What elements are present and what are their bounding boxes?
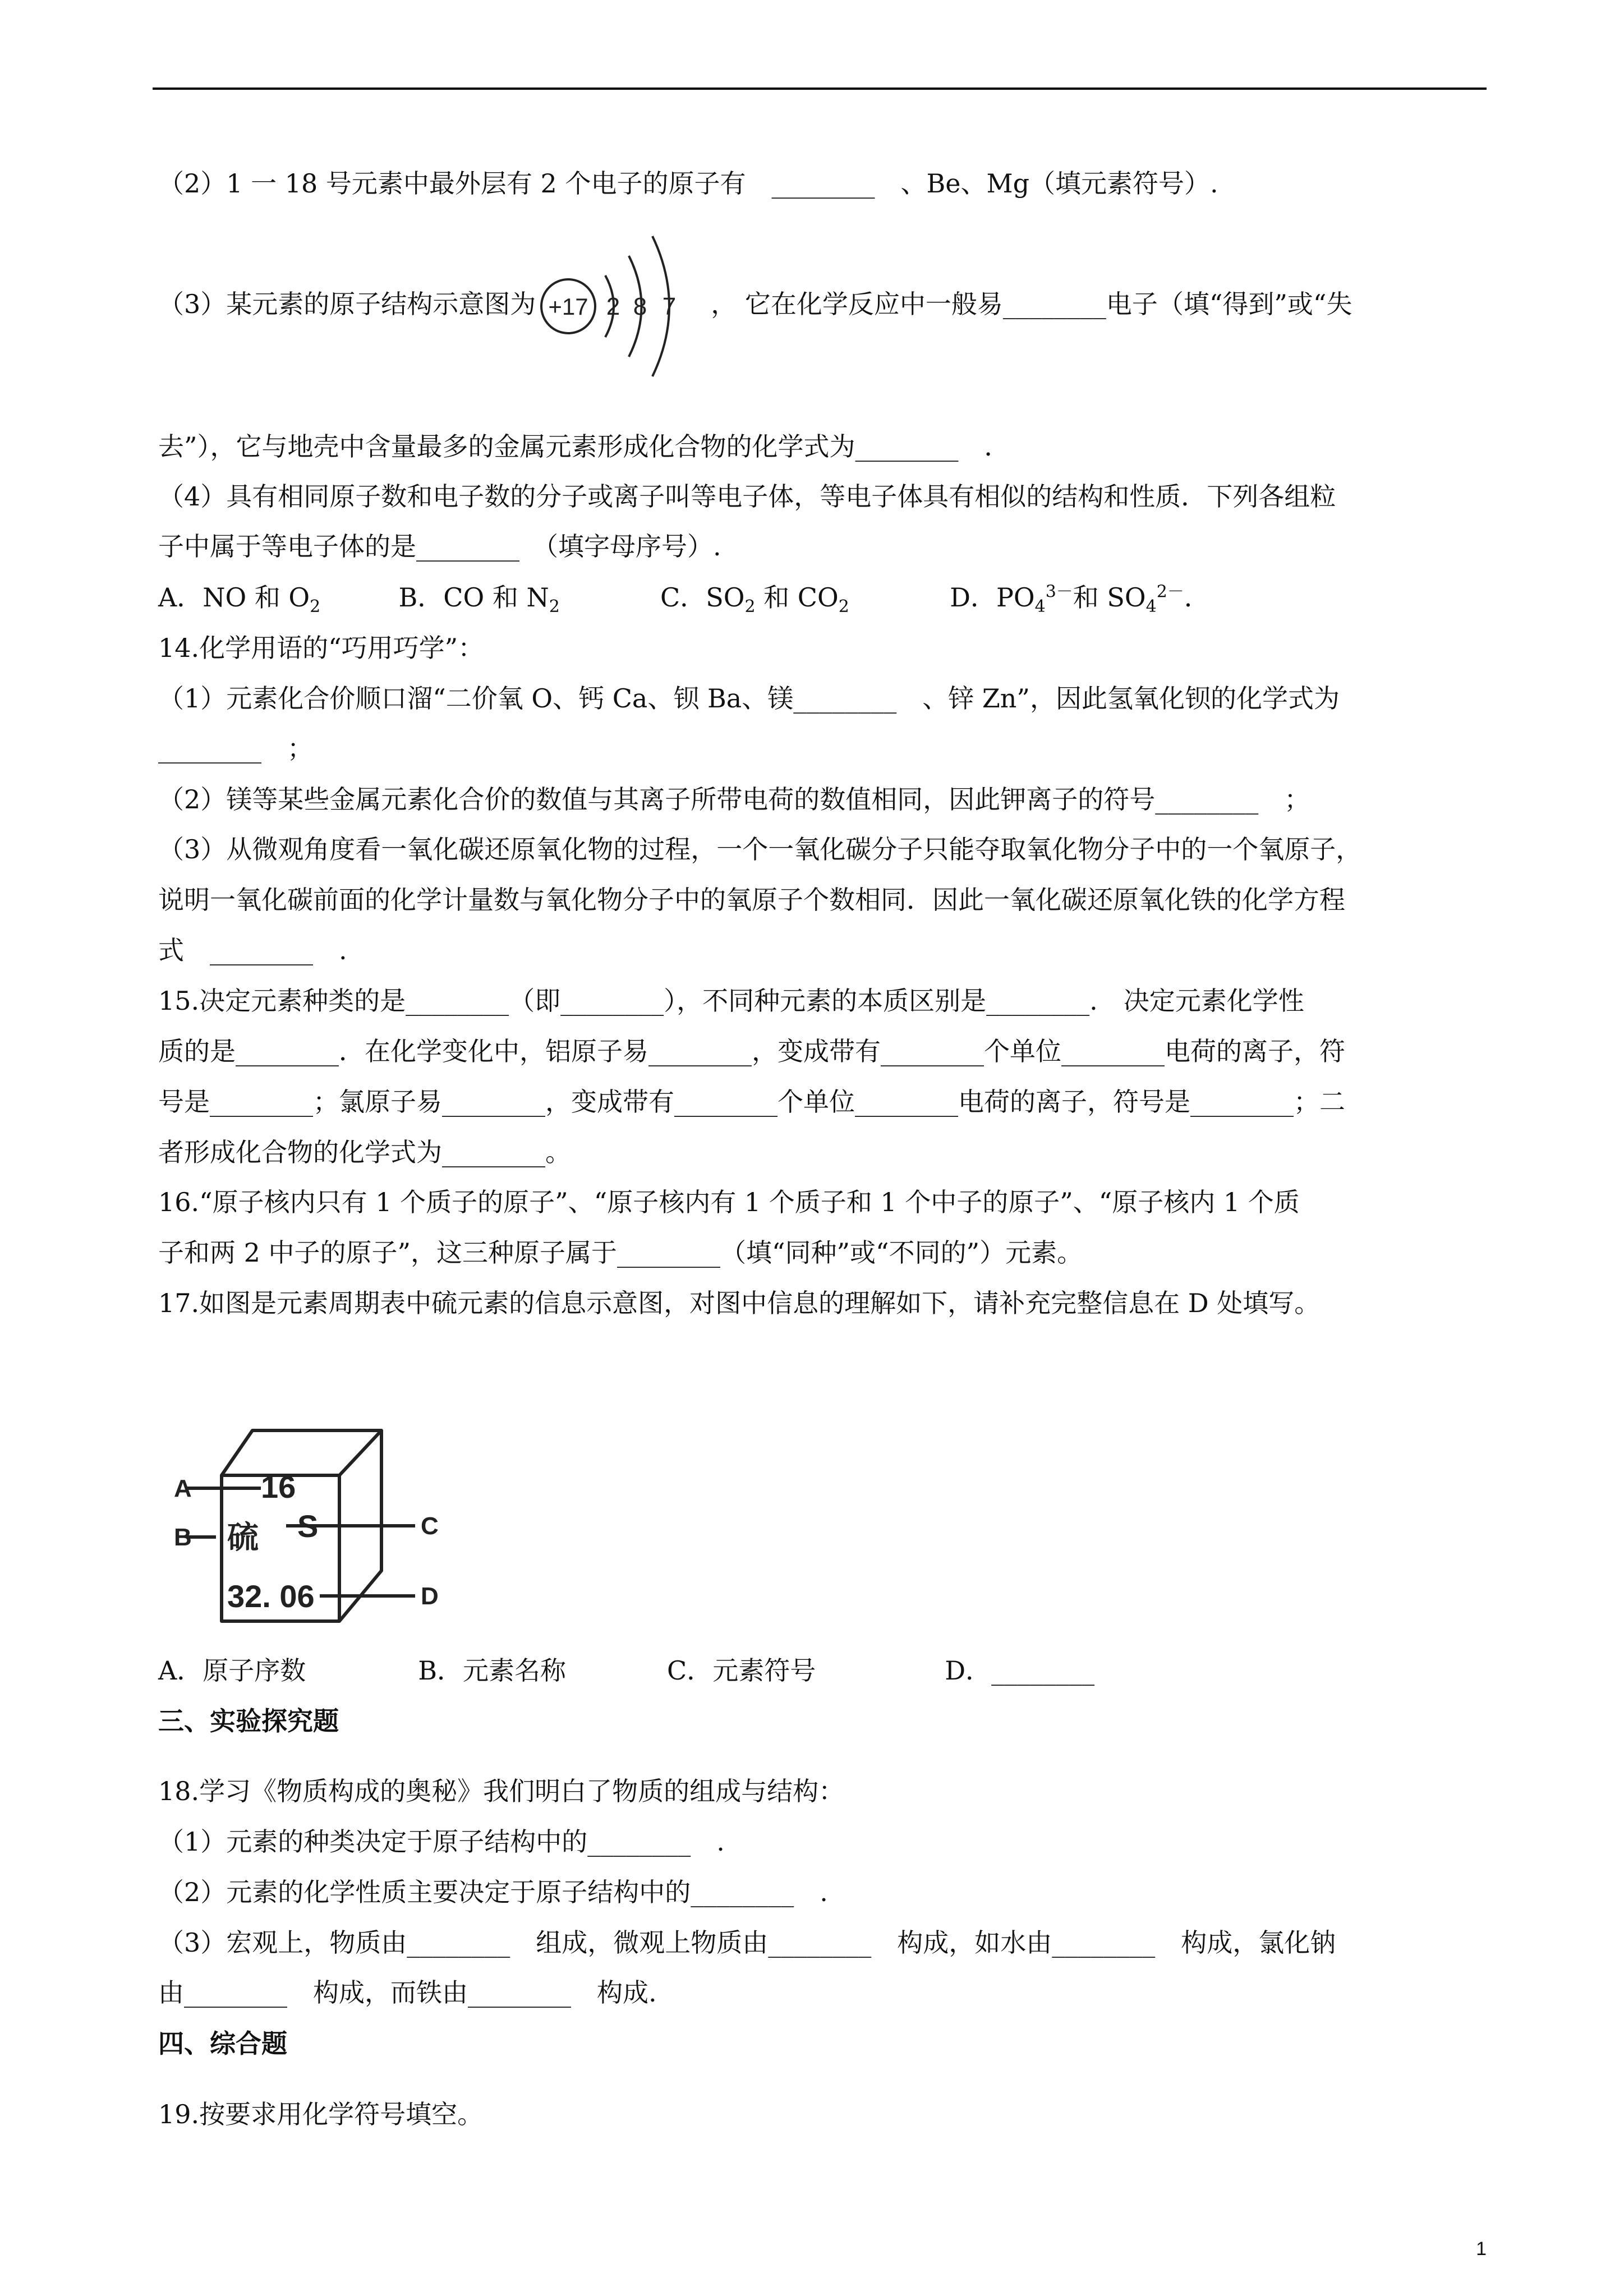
q13-part3-text-a: （3）某元素的原子结构示意图为 <box>158 289 536 319</box>
label-d: D <box>421 1582 439 1610</box>
header-rule <box>153 88 1487 90</box>
q17-title: 17.如图是元素周期表中硫元素的信息示意图，对图中信息的理解如下，请补充完整信息在 D 处填写。 <box>158 1288 1321 1318</box>
q18-part2: （2）元素的化学性质主要决定于原子结构中的________ . <box>158 1877 828 1907</box>
q17-option-c: C．元素符号 <box>667 1655 816 1686</box>
q14-part3-line3: 式 ________ . <box>158 935 347 965</box>
q13-part4-line1: （4）具有相同原子数和电子数的分子或离子叫等电子体，等电子体具有相似的结构和性质．下列各组粒 <box>158 481 1336 512</box>
element-name: 硫 <box>227 1520 259 1556</box>
q15-line1: 15.决定元素种类的是________（即________），不同种元素的本质区别是________. 决定元素化学性 <box>158 986 1304 1016</box>
page-number: 1 <box>1476 2238 1487 2260</box>
sulfur-element-card <box>168 1425 460 1627</box>
q18-title: 18.学习《物质构成的奥秘》我们明白了物质的组成与结构： <box>158 1776 845 1806</box>
q13-part3-line1 <box>158 287 1352 323</box>
q13-part2: （2）1 一 18 号元素中最外层有 2 个电子的原子有 ________ 、Be、Mg（填元素符号）. <box>158 168 1218 199</box>
atom-shell-1: 2 <box>606 293 620 320</box>
atomic-number: 16 <box>261 1469 296 1504</box>
element-symbol: S <box>297 1508 319 1544</box>
label-a: A <box>174 1475 192 1502</box>
q13-part4-line2: 子中属于等电子体的是________ （填字母序号）. <box>158 531 721 562</box>
atom-nucleus-label: +17 <box>548 293 588 320</box>
q18-part3-line1: （3）宏观上，物质由________ 组成，微观上物质由________ 构成，如水由________ 构成，氯化钠 <box>158 1927 1336 1958</box>
q14-part2: （2）镁等某些金属元素化合价的数值与其离子所带电荷的数值相同，因此钾离子的符号________ ； <box>158 784 1310 815</box>
q18-part3-line2: 由________ 构成，而铁由________ 构成. <box>158 1977 657 2008</box>
q15-line4: 者形成化合物的化学式为________。 <box>158 1137 571 1167</box>
q18-part1: （1）元素的种类决定于原子结构中的________ . <box>158 1826 725 1857</box>
label-b: B <box>174 1524 192 1551</box>
q17-option-a: A．原子序数 <box>158 1655 306 1686</box>
q14-part3-line1: （3）从微观角度看一氧化碳还原氧化物的过程，一个一氧化碳分子只能夺取氧化物分子中的一个氧原子， <box>158 834 1362 864</box>
q13-option-a: A．NO 和 $O_2$ <box>158 582 321 617</box>
q16-line1: 16.“原子核内只有 1 个质子的原子”、“原子核内有 1 个质子和 1 个中子的原子”、“原子核内 1 个质 <box>158 1187 1300 1217</box>
q15-line3: 号是________；氯原子易________，变成带有________个单位________电荷的离子，符号是________；二 <box>158 1087 1345 1117</box>
q19-title: 19.按要求用化学符号填空。 <box>158 2099 484 2129</box>
q14-part1-line2: ________ ； <box>158 733 313 763</box>
atomic-mass: 32. 06 <box>227 1579 315 1614</box>
atom-shell-2: 8 <box>633 293 647 320</box>
q17-option-b: B．元素名称 <box>418 1655 567 1686</box>
q17-options <box>158 1654 1094 1687</box>
label-c: C <box>421 1512 439 1540</box>
q13-option-c: C．$SO_2$ 和 $CO_2$ <box>660 582 849 617</box>
q13-option-d: D．$PO_4^{3-}$和 $SO_4^{2-}$． <box>950 582 1210 617</box>
q15-line2: 质的是________．在化学变化中，铝原子易________，变成带有________个单位________电荷的离子，符 <box>158 1036 1345 1066</box>
q13-part3-line2: 去”），它与地壳中含量最多的金属元素形成化合物的化学式为________ ． <box>158 431 1010 462</box>
q13-option-b: B．CO 和 $N_2$ <box>398 582 560 617</box>
q16-line2: 子和两 2 中子的原子”，这三种原子属于________（填“同种”或“不同的”）元素。 <box>158 1237 1083 1268</box>
q14-title: 14.化学用语的“巧用巧学”： <box>158 633 484 663</box>
q17-option-d: D．________ <box>945 1655 1095 1686</box>
q14-part1-line1: （1）元素化合价顺口溜“二价氧 O、钙 Ca、钡 Ba、镁________ 、锌 Zn”，因此氢氧化钡的化学式为 <box>158 683 1340 714</box>
q13-part3-text-b: ， 它在化学反应中一般易________电子（填“得到”或“失 <box>711 289 1352 319</box>
q14-part3-line2: 说明一氧化碳前面的化学计量数与氧化物分子中的氧原子个数相同．因此一氧化碳还原氧化铁的化学方程 <box>158 885 1345 915</box>
q13-options <box>158 581 1210 617</box>
section-3-heading: 三、实验探究题 <box>158 1706 339 1736</box>
section-4-heading: 四、综合题 <box>158 2028 287 2059</box>
atom-shell-3: 7 <box>663 293 677 320</box>
atom-structure-diagram <box>539 222 707 390</box>
